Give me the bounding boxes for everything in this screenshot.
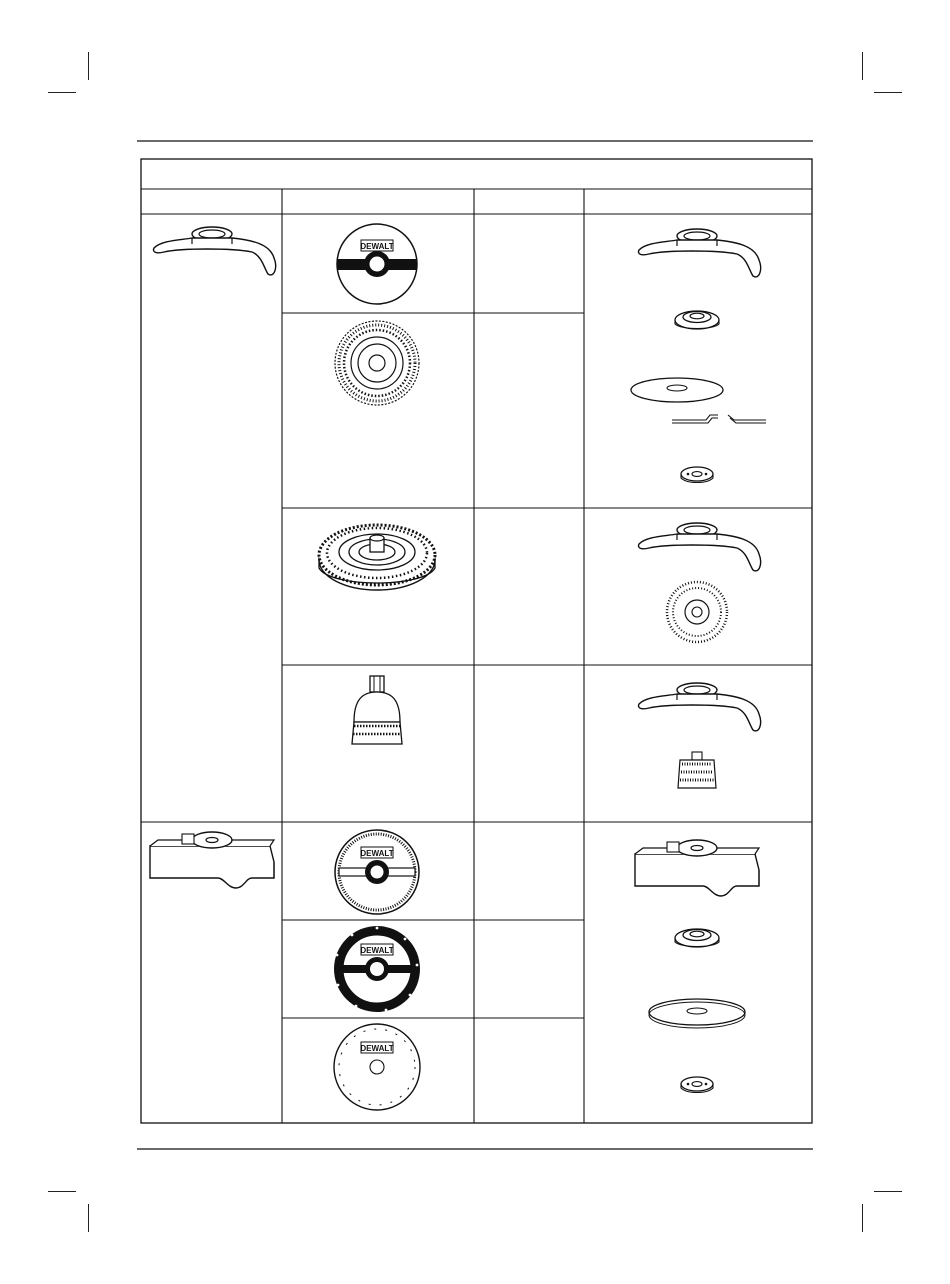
brand-logo: DEWALT	[360, 242, 394, 251]
mounting-guard-icon	[638, 229, 760, 277]
disc-profile-icon-2	[649, 999, 745, 1028]
brand-logo-2: DEWALT	[360, 849, 394, 858]
wire-wheel-icon	[335, 321, 419, 405]
segmented-blade-icon	[334, 926, 420, 1012]
backing-flange-icon-2	[675, 929, 719, 947]
turbo-blade-icon	[334, 1024, 420, 1110]
mounting-guard-icon-3	[638, 683, 760, 731]
mounting-guard-27-icon	[635, 840, 759, 896]
table-border	[141, 159, 812, 1123]
mini-cup-brush-icon	[678, 752, 716, 788]
brand-logo-3: DEWALT	[360, 946, 394, 955]
mounting-guard-icon-2	[638, 523, 760, 571]
wire-cup-brush-icon	[352, 676, 402, 744]
knotted-wire-wheel-icon	[319, 525, 435, 590]
abrasive-disc-icon	[337, 224, 417, 304]
clamp-nut-icon-2	[681, 1077, 713, 1093]
disc-profile-icon	[631, 378, 766, 423]
brand-logo-4: DEWALT	[360, 1044, 394, 1053]
type-27-guard-icon	[150, 832, 274, 888]
backing-flange-icon	[675, 311, 719, 329]
clamp-nut-icon	[681, 467, 713, 483]
type-1-guard-icon	[153, 227, 275, 275]
diamond-blade-icon	[335, 830, 419, 914]
mini-wire-wheel-icon	[667, 582, 727, 642]
